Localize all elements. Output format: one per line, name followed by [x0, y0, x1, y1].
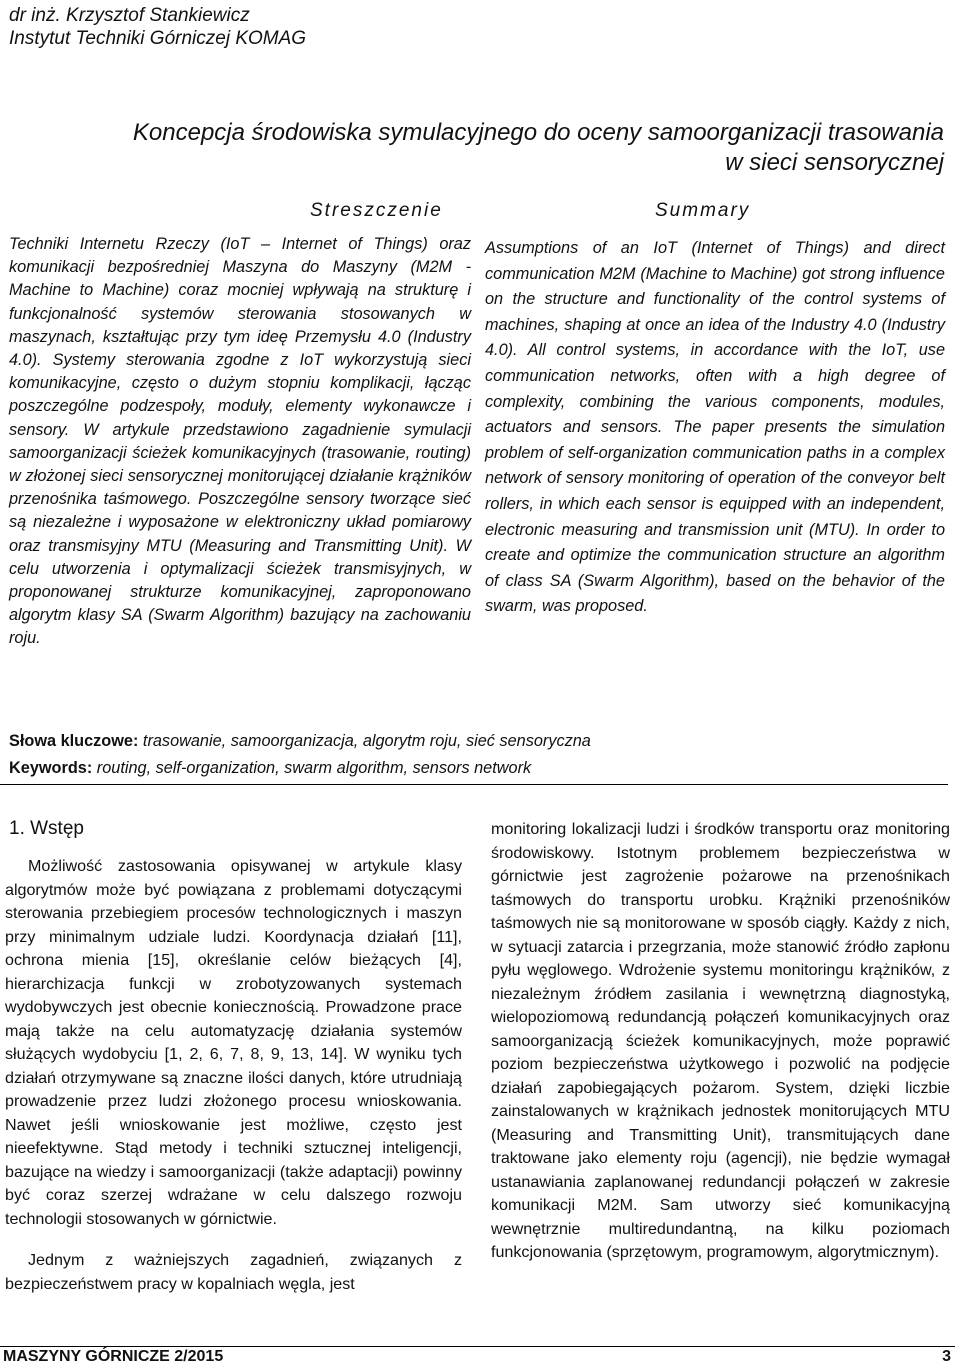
author-institute: Instytut Techniki Górniczej KOMAG: [9, 28, 307, 49]
abstract-en-heading: Summary: [655, 200, 751, 221]
keywords-pl: [9, 728, 709, 755]
paper-title-line2: w sieci sensorycznej: [725, 149, 944, 176]
keywords-en-text: routing, self-organization, swarm algorithm, sensors network: [96, 759, 532, 777]
body-left-paragraph-1: Możliwość zastosowania opisywanej w artykule klasy algorytmów może być powiązana z problemami dotyczącymi sterowania przebiegiem procesów technologicznych i maszyn przy minimalnym udziale ludzi. Koordynacja działań [11], ochrona mienia [15], określanie celów bieżących [4], hierarchizacja funkcji w zrobotyzowanych systemach wydobywczych jest obecnie koniecznością. Prowadzone prace mają także na celu automatyzację działania systemów służących wydobyciu [1, 2, 6, 7, 8, 9, 13, 14]. W wyniku tych działań otrzymywane są znaczne ilości danych, które utrudniają prowadzenie przez ludzi złożonego procesu wnioskowania. Nawet jeśli wnioskowanie jest możliwe, często jest nieefektywne. Stąd metody i techniki sztucznej inteligencji, bazujące na wiedzy i samoorganizacji (także adaptacji) powinny być coraz szerzej wdrażane w celu dalszego rozwoju technologii stosowanych w górnictwie.: [5, 857, 462, 1228]
body-left-column: [5, 855, 462, 1296]
footer-divider: [0, 1346, 955, 1347]
abstract-pl-text: Techniki Internetu Rzeczy (IoT – Internet of Things) oraz komunikacji bezpośredniej Maszyna do Maszyny (M2M - Machine to Machine) coraz mocniej wpływają na strukturę i funkcjonalność systemów sterowania stosowanych w maszynach, kształtując przy tym ideę Przemysłu 4.0 (Industry 4.0). Systemy sterowania zgodne z IoT wykorzystują sieci komunikacyjne, często o dużym stopniu komplikacji, łącząc poszczególne podzespoły, moduły, elementy wykonawcze i sensory. W artykule przedstawiono zagadnienie symulacji samoorganizacji ścieżek komunikacyjnych (trasowanie, routing) w złożonej sieci sensorycznej monitorującej działanie krążników przenośnika taśmowego. Poszczególne sensory tworzące sieć są niezależne i wyposażone w elektroniczny układ pomiarowy oraz transmisyjny MTU (Measuring and Transmitting Unit). W celu utworzenia i optymalizacji ścieżek transmisyjnych, w proponowanej strukturze komunikacyjnej, zaproponowano algorytm klasy SA (Swarm Algorithm) bazujący na zachowaniu roju.: [9, 235, 471, 648]
footer-page-number: 3: [942, 1348, 951, 1365]
section-title: 1. Wstęp: [9, 818, 84, 839]
body-right-paragraph-1: monitoring lokalizacji ludzi i środków transportu oraz monitoring środowiskowy. Istotnym problemem bezpieczeństwa w górnictwie jest zagrożenie pożarowe na przenośnikach taśmowych do transportu urobku. Krążniki przenośników taśmowych nie są monitorowane w sposób ciągły. Każdy z nich, w sytuacji zatarcia i przegrzania, może stanowić źródło zapłonu pyłu węglowego. Wdrożenie systemu monitoringu krążników, z niezależnym źródłem zasilania i wewnętrzną diagnostyką, wielopoziomową redundancją połączeń komunikacyjnych oraz samoorganizacją ścieżek komunikacyjnych, może poprawić poziom bezpieczeństwa użytkowego i pozwolić na podjęcie działań zapobiegających pożarom. System, dzięki liczbie zainstalowanych w krążnikach jednostek monitorujących MTU (Measuring and Transmitting Unit), transmitujących dane traktowane jako elementy roju (agencji), nie będzie wymagał ustanawiania zaplanowanej redundancji połączeń w zakresie komunikacji M2M. Sam utworzy sieć komunikacyjną wewnętrznie multiredundantną, na kilku poziomach funkcjonowania (sprzętowym, programowym, algorytmicznym).: [491, 820, 950, 1261]
abstract-pl-heading: Streszczenie: [310, 200, 443, 221]
keywords-en: [9, 755, 709, 782]
paper-title: [0, 118, 944, 178]
keywords-pl-label: Słowa kluczowe:: [9, 732, 139, 750]
footer-journal: MASZYNY GÓRNICZE 2/2015: [3, 1348, 224, 1365]
keywords-block: [9, 728, 709, 782]
keywords-pl-text: trasowanie, samoorganizacja, algorytm roju, sieć sensoryczna: [142, 732, 591, 750]
author-block: [9, 4, 306, 50]
author-name: dr inż. Krzysztof Stankiewicz: [9, 5, 250, 26]
body-left-paragraph-2: Jednym z ważniejszych zagadnień, związanych z bezpieczeństwem pracy w kopalniach węgla, jest: [5, 1251, 462, 1293]
keywords-en-label: Keywords:: [9, 759, 93, 777]
section-divider: [0, 784, 948, 785]
body-right-column: [491, 818, 950, 1265]
abstract-en-text: Assumptions of an IoT (Internet of Things) and direct communication M2M (Machine to Machine) got strong influence on the structure and functionality of the control systems of machines, shaping at once an idea of the Industry 4.0 (Industry 4.0). All control systems, in accordance with the IoT, use communication networks, often with a high degree of complexity, combining the various components, modules, actuators and sensors. The paper presents the simulation problem of self-organization communication paths in a complex network of sensory monitoring of operation of the conveyor belt rollers, in which each sensor is equipped with an independent, electronic measuring and transmission unit (MTU). In order to create and optimize the communication structure an algorithm of class SA (Swarm Algorithm), based on the behavior of the swarm, was proposed.: [485, 239, 945, 616]
paper-title-line1: Koncepcja środowiska symulacyjnego do oceny samoorganizacji trasowania: [132, 119, 944, 146]
